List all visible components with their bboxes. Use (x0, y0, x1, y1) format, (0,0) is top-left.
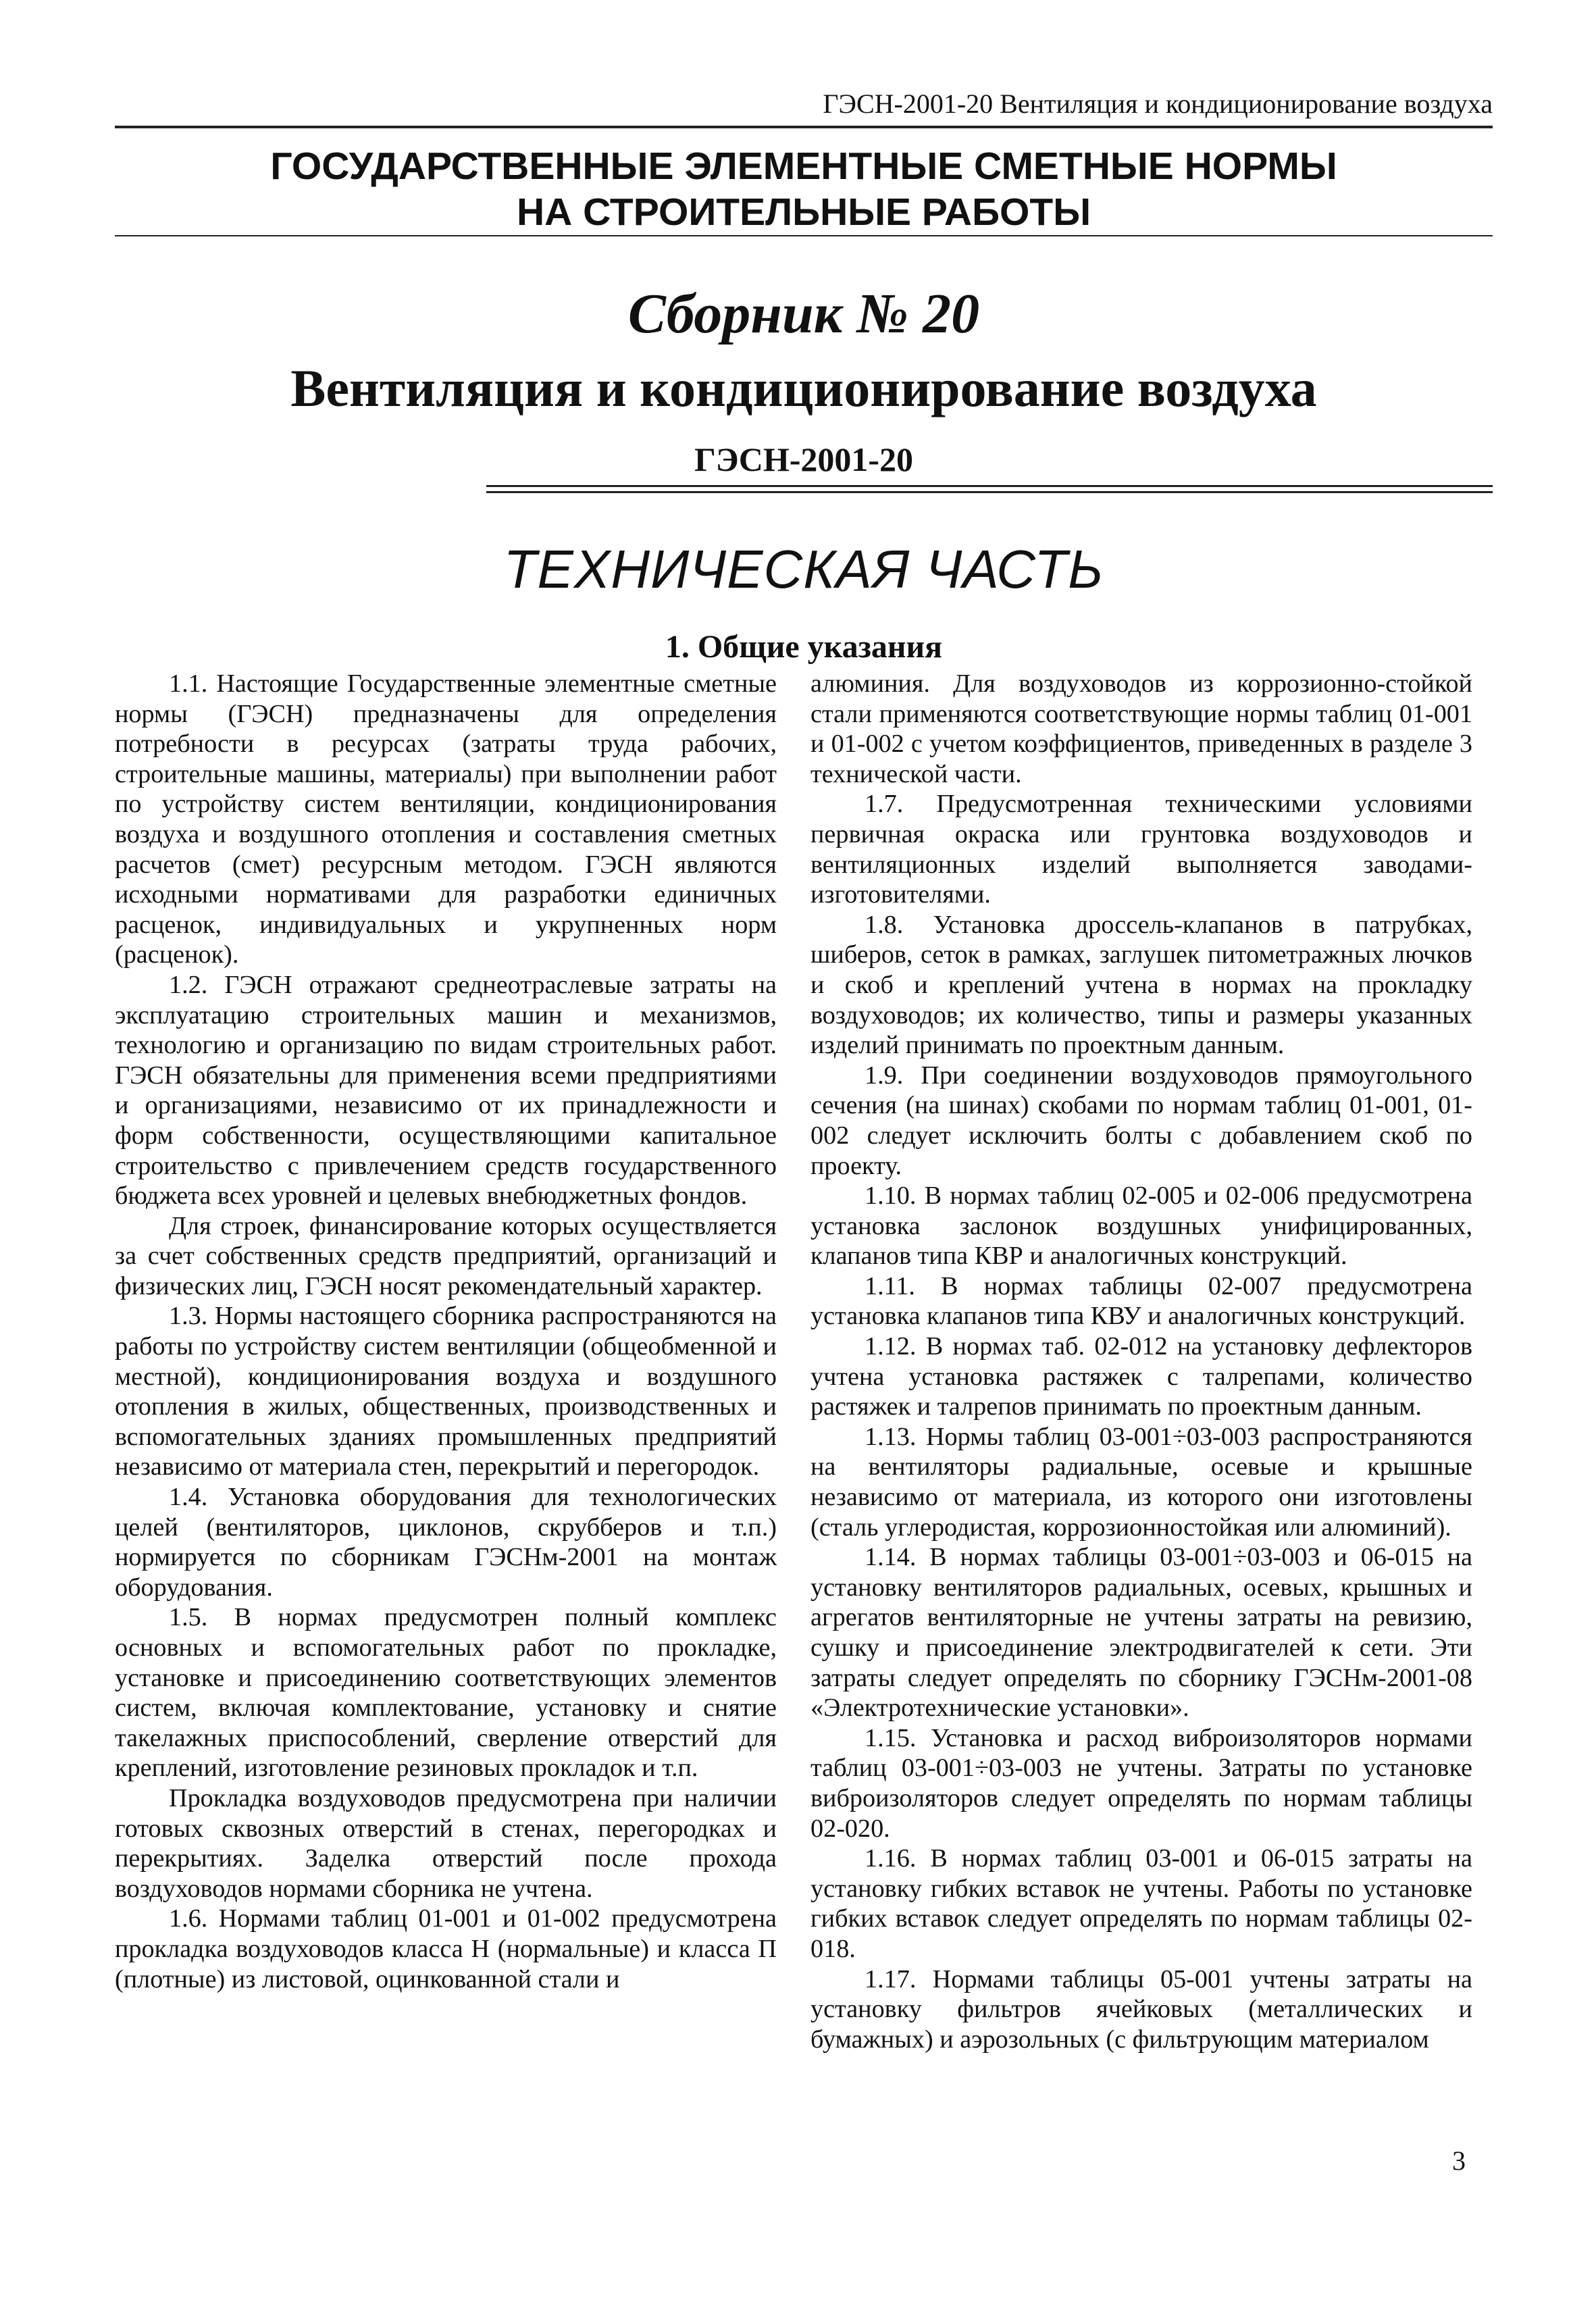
title-rule (115, 235, 1493, 236)
paragraph-1-8: 1.8. Установка дроссель-клапанов в патрубках, шиберов, сеток в рамках, заглушек питометражных лючков и скоб и креплений учтена в нормах на прокладку воздуховодов; их количество, типы и размеры указанных изделий принимать по проектным данным. (810, 910, 1472, 1060)
collection-subject: Вентиляция и кондиционирование воздуха (290, 359, 1317, 417)
paragraph-1-6: 1.6. Нормами таблиц 01-001 и 01-002 предусмотрена прокладка воздуховодов класса Н (нормальные) и класса П (плотные) из листовой, оцинкованной стали и (115, 1904, 777, 1993)
paragraph-1-14: 1.14. В нормах таблицы 03-001÷03-003 и 06-015 на установку вентиляторов радиальных, осевых, крышных и агрегатов вентиляторные не учтены затраты на ревизию, сушку и присоединение электродвигателей к сети. Эти затраты следует определять по сборнику ГЭСНм-2001-08 «Электротехнические установки». (810, 1543, 1472, 1723)
document-code: ГЭСН-2001-20 (694, 440, 914, 478)
collection-number: Сборник № 20 (627, 282, 980, 345)
paragraph-1-2: 1.2. ГЭСН отражают среднеотраслевые затраты на эксплуатацию строительных машин и механизмов, технологию и организацию по видам строительных работ. ГЭСН обязательны для применения всеми предприятиями и организациями, независимо от их принадлежности и форм собственности, осуществляющими капитальное строительство с привлечением средств государственного бюджета всех уровней и целевых внебюджетных фондов. (115, 970, 777, 1211)
right-column (810, 669, 1472, 2054)
page-number: 3 (1452, 2145, 1466, 2176)
section-heading: 1. Общие указания (665, 629, 943, 665)
double-rule-top (486, 485, 1493, 487)
paragraph-1-7: 1.7. Предусмотренная техническими условиями первичная окраска или грунтовка воздуховодов и вентиляционных изделий выполняется заводами-изготовителями. (810, 790, 1472, 909)
double-rule-bottom (486, 491, 1493, 493)
main-title-line-2: НА СТРОИТЕЛЬНЫЕ РАБОТЫ (516, 190, 1091, 234)
paragraph-1-15: 1.15. Установка и расход виброизоляторов нормами таблиц 03-001÷03-003 не учтены. Затраты по установке виброизоляторов следует определять по нормам таблицы 02-020. (810, 1723, 1472, 1843)
paragraph-1-4: 1.4. Установка оборудования для технологических целей (вентиляторов, циклонов, скрубберов и т.п.) нормируется по сборникам ГЭСНм-2001 на монтаж оборудования. (115, 1483, 777, 1602)
paragraph-1-10: 1.10. В нормах таблиц 02-005 и 02-006 предусмотрена установка заслонок воздушных унифицированных, клапанов типа КВР и аналогичных конструкций. (810, 1181, 1472, 1271)
paragraph-1-11: 1.11. В нормах таблицы 02-007 предусмотрена установка клапанов типа КВУ и аналогичных конструкций. (810, 1271, 1472, 1331)
paragraph-1-9: 1.9. При соединении воздуховодов прямоугольного сечения (на шинах) скобами по нормам таблиц 01-001, 01-002 следует исключить болты с добавлением скоб по проекту. (810, 1061, 1472, 1180)
paragraph-1-1: 1.1. Настоящие Государственные элементные сметные нормы (ГЭСН) предназначены для определения потребности в ресурсах (затраты труда рабочих, строительные машины, материалы) при выполнении работ по устройству систем вентиляции, кондиционирования воздуха и воздушного отопления и составления сметных расчетов (смет) ресурсным методом. ГЭСН являются исходными нормативами для разработки единичных расценок, индивидуальных и укрупненных норм (расценок). (115, 669, 777, 969)
paragraph-1-5: 1.5. В нормах предусмотрен полный комплекс основных и вспомогательных работ по прокладке, установке и присоединению соответствующих элементов систем, включая комплектование, установку и снятие такелажных приспособлений, сверление отверстий для креплений, изготовление резиновых прокладок и т.п. (115, 1603, 777, 1783)
main-title (115, 143, 1493, 235)
running-header: ГЭСН-2001-20 Вентиляция и кондиционирование воздуха (823, 88, 1493, 119)
left-column (115, 669, 777, 1994)
header-rule (115, 126, 1493, 128)
paragraph-1-5-cont: Прокладка воздуховодов предусмотрена при наличии готовых сквозных отверстий в стенах, перегородках и перекрытиях. Заделка отверстий после прохода воздуховодов нормами сборника не учтена. (115, 1783, 777, 1903)
paragraph-1-16: 1.16. В нормах таблиц 03-001 и 06-015 затраты на установку гибких вставок не учтены. Работы по установке гибких вставок следует определять по нормам таблицы 02-018. (810, 1844, 1472, 1963)
paragraph-1-6-cont: алюминия. Для воздуховодов из коррозионно-стойкой стали применяются соответствующие нормы таблиц 01-001 и 01-002 с учетом коэффициентов, приведенных в разделе 3 технической части. (810, 669, 1472, 788)
main-title-line-1: ГОСУДАРСТВЕННЫЕ ЭЛЕМЕНТНЫЕ СМЕТНЫЕ НОРМЫ (270, 145, 1337, 188)
paragraph-1-2-cont: Для строек, финансирование которых осуществляется за счет собственных средств предприятий, организаций и физических лиц, ГЭСН носят рекомендательный характер. (115, 1211, 777, 1300)
paragraph-1-17: 1.17. Нормами таблицы 05-001 учтены затраты на установку фильтров ячейковых (металлических и бумажных) и аэрозольных (с фильтрующим материалом (810, 1964, 1472, 2054)
paragraph-1-3: 1.3. Нормы настоящего сборника распространяются на работы по устройству систем вентиляции (общеобменной и местной), кондиционирования воздуха и воздушного отопления в жилых, общественных, производственных и вспомогательных зданиях промышленных предприятий независимо от материала стен, перекрытий и перегородок. (115, 1302, 777, 1481)
technical-part-heading: ТЕХНИЧЕСКАЯ ЧАСТЬ (503, 539, 1104, 599)
paragraph-1-12: 1.12. В нормах таб. 02-012 на установку дефлекторов учтена установка растяжек с талрепами, количество растяжек и талрепов принимать по проектным данным. (810, 1332, 1472, 1421)
paragraph-1-13: 1.13. Нормы таблиц 03-001÷03-003 распространяются на вентиляторы радиальные, осевые и крышные независимо от материала, из которого они изготовлены (сталь углеродистая, коррозионностойкая или алюминий). (810, 1422, 1472, 1542)
